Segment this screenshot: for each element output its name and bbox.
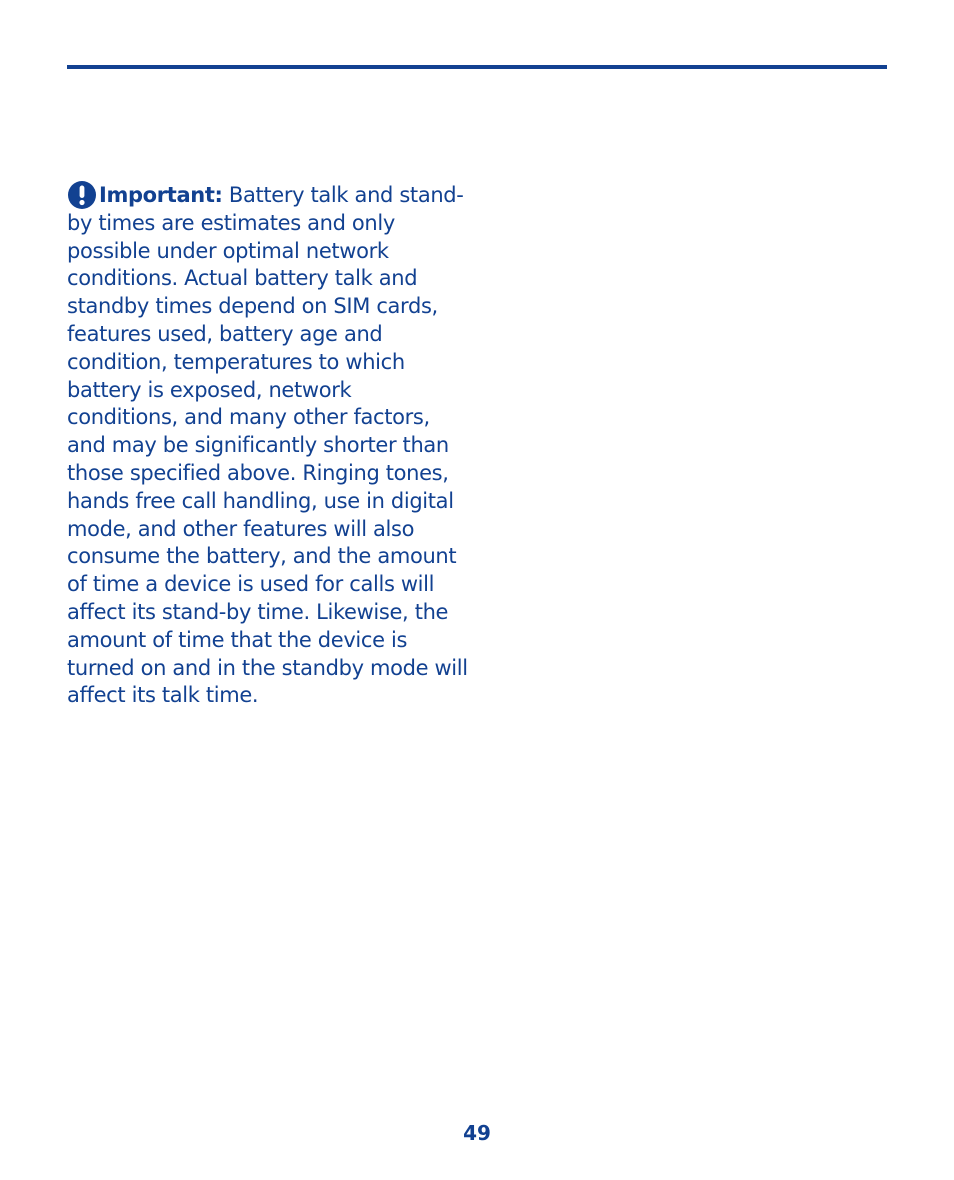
note-line: those specified above. Ringing tones, (67, 460, 449, 485)
note-line: conditions, and many other factors, (67, 405, 430, 430)
note-line: mode, and other features will also (67, 516, 415, 541)
note-line: and may be significantly shorter than (67, 433, 449, 458)
note-line: by times are estimates and only (67, 210, 395, 235)
note-line: consume the battery, and the amount (67, 544, 457, 569)
note-line: hands free call handling, use in digital (67, 488, 454, 513)
note-line: features used, battery age and (67, 321, 383, 346)
note-line: condition, temperatures to which (67, 349, 405, 374)
note-line: amount of time that the device is (67, 627, 408, 652)
note-line: turned on and in the standby mode will (67, 655, 468, 680)
note-line-1 (67, 182, 487, 210)
note-line: of time a device is used for calls will (67, 572, 435, 597)
exclamation-icon (67, 180, 97, 210)
header-rule (67, 65, 887, 69)
important-label: Important: (99, 183, 223, 207)
note-line: affect its talk time. (67, 683, 259, 708)
note-line: standby times depend on SIM cards, (67, 294, 438, 319)
page-number: 49 (463, 1121, 491, 1145)
note-first-line-text: Battery talk and stand- (222, 183, 464, 207)
note-line: affect its stand-by time. Likewise, the (67, 599, 449, 624)
note-line: conditions. Actual battery talk and (67, 266, 418, 291)
important-note (67, 182, 487, 710)
note-line: battery is exposed, network (67, 377, 352, 402)
note-line: possible under optimal network (67, 238, 389, 263)
